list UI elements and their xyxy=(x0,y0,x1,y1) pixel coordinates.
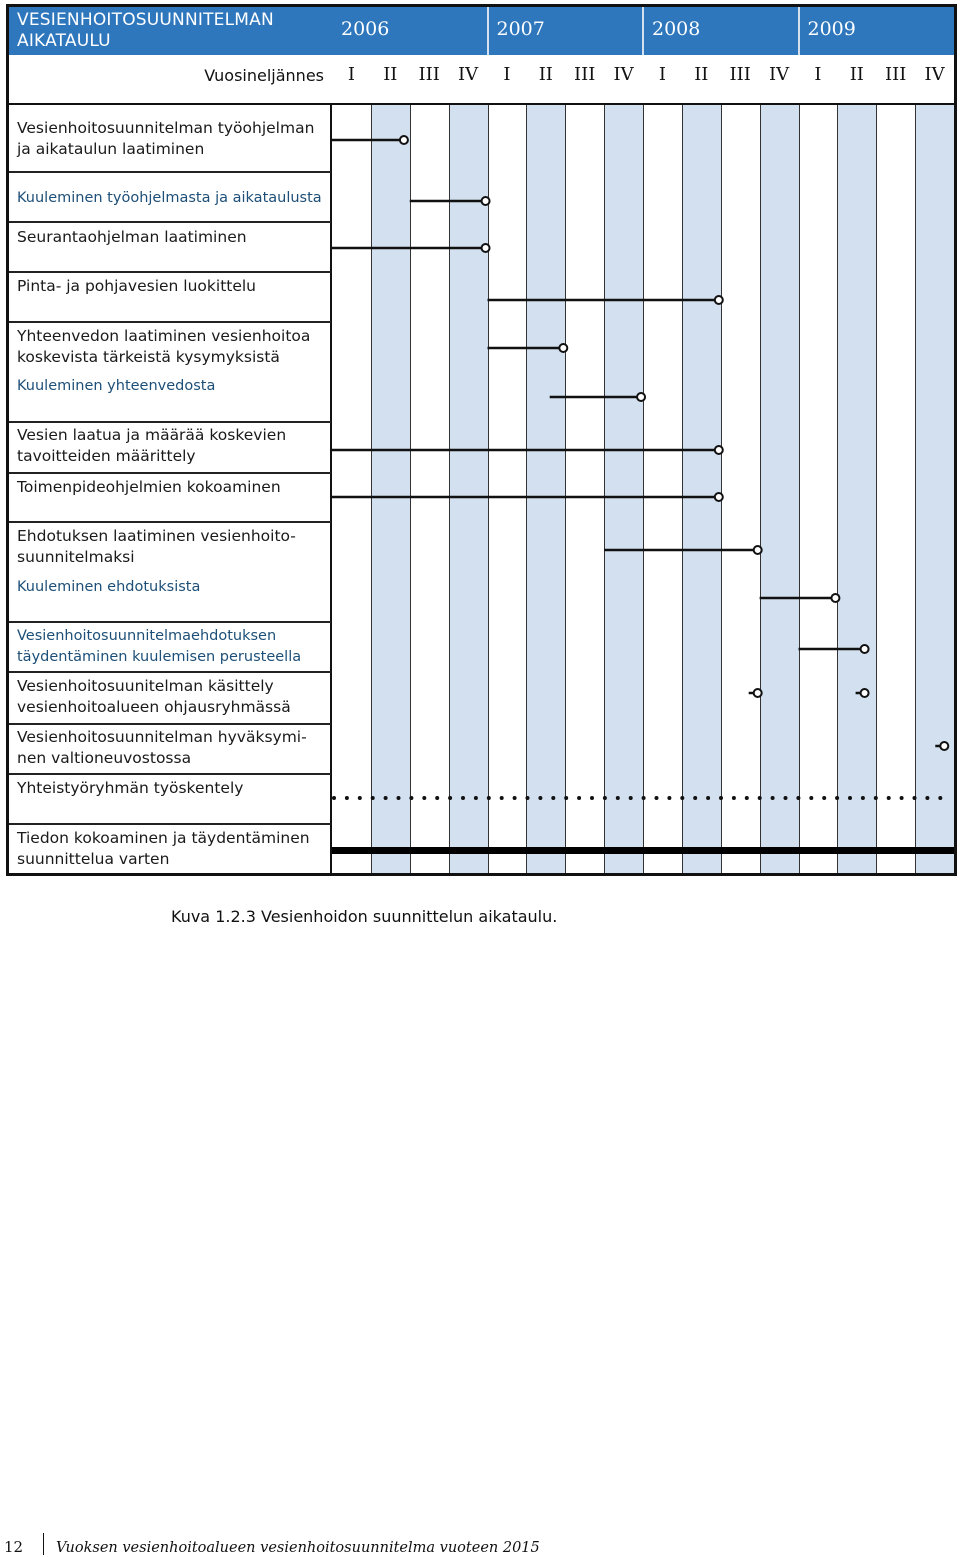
task-label: Kuuleminen työohjelmasta ja aikataulusta xyxy=(17,190,322,206)
milestone-marker xyxy=(940,742,948,750)
dotted-bar-dot xyxy=(642,796,646,800)
dotted-bar-dot xyxy=(693,796,697,800)
dotted-bar-dot xyxy=(448,796,452,800)
figure-caption: Kuva 1.2.3 Vesienhoidon suunnittelun aikataulu. xyxy=(171,907,558,926)
quarter-label: II xyxy=(538,64,553,85)
dotted-bar-dot xyxy=(925,796,929,800)
task-label: Tiedon kokoaminen ja täydentäminen suunnittelua varten xyxy=(17,829,310,868)
dotted-bar-dot xyxy=(848,796,852,800)
task-label: Vesienhoitosuunitelman käsittely vesienhoitoalueen ohjausryhmässä xyxy=(17,677,291,716)
dotted-bar-dot xyxy=(500,796,504,800)
dotted-bar-dot xyxy=(526,796,530,800)
task-label: Kuuleminen yhteenvedosta xyxy=(17,378,216,394)
dotted-bar-dot xyxy=(655,796,659,800)
dotted-bar-dot xyxy=(422,796,426,800)
dotted-bar-dot xyxy=(435,796,439,800)
quarter-label: I xyxy=(814,64,822,85)
dotted-bar-dot xyxy=(551,796,555,800)
dotted-bar-dot xyxy=(384,796,388,800)
dotted-bar-dot xyxy=(629,796,633,800)
quarter-label: III xyxy=(885,64,907,85)
dotted-bar-dot xyxy=(667,796,671,800)
task-end-marker xyxy=(861,645,869,653)
task-end-marker xyxy=(715,446,723,454)
dotted-bar-dot xyxy=(577,796,581,800)
dotted-bar-dot xyxy=(616,796,620,800)
task-end-marker xyxy=(559,344,567,352)
footer-divider xyxy=(43,1533,44,1555)
dotted-bar-dot xyxy=(590,796,594,800)
chart-title: VESIENHOITOSUUNNITELMAN AIKATAULU xyxy=(9,7,331,55)
dotted-bar-dot xyxy=(913,796,917,800)
quarter-label: III xyxy=(418,64,440,85)
year-label: 2008 xyxy=(652,18,701,40)
quarter-label: IV xyxy=(924,64,945,85)
year-label: 2009 xyxy=(807,18,856,40)
task-label: Ehdotuksen laatiminen vesienhoito-suunnitelmaksi xyxy=(17,527,296,566)
quarter-label: IV xyxy=(458,64,479,85)
task-label: Yhteenvedon laatiminen vesienhoitoa koskevista tärkeistä kysymyksistä xyxy=(17,327,311,366)
quarter-axis-label: Vuosineljännes xyxy=(204,66,324,85)
dotted-bar-dot xyxy=(719,796,723,800)
dotted-bar-dot xyxy=(603,796,607,800)
document-title: Vuoksen vesienhoitoalueen vesienhoitosuunnitelma vuoteen 2015 xyxy=(56,1540,540,1556)
dotted-bar-dot xyxy=(474,796,478,800)
year-label: 2007 xyxy=(496,18,545,40)
dotted-bar-dot xyxy=(900,796,904,800)
dotted-bar-dot xyxy=(861,796,865,800)
milestone-marker xyxy=(754,689,762,697)
dotted-bar-dot xyxy=(397,796,401,800)
dotted-bar-dot xyxy=(680,796,684,800)
task-label: Pinta- ja pohjavesien luokittelu xyxy=(17,277,257,295)
task-end-marker xyxy=(637,393,645,401)
dotted-bar-dot xyxy=(732,796,736,800)
task-label: Vesien laatua ja määrää koskevien tavoitteiden määrittely xyxy=(17,426,287,465)
task-end-marker xyxy=(715,493,723,501)
task-end-marker xyxy=(831,594,839,602)
year-label: 2006 xyxy=(341,18,390,40)
quarter-label: III xyxy=(574,64,596,85)
quarter-label: III xyxy=(729,64,751,85)
quarter-label: I xyxy=(658,64,666,85)
task-end-marker xyxy=(715,296,723,304)
quarter-label: I xyxy=(347,64,355,85)
quarter-label: IV xyxy=(613,64,634,85)
task-label: Toimenpideohjelmien kokoaminen xyxy=(17,478,281,496)
task-label: Seurantaohjelman laatiminen xyxy=(17,228,247,246)
task-label: Yhteistyöryhmän työskentely xyxy=(17,779,244,797)
dotted-bar-dot xyxy=(784,796,788,800)
quarter-label: II xyxy=(694,64,709,85)
quarter-label: II xyxy=(383,64,398,85)
task-label: Vesienhoitosuunnitelman työohjelman ja aikataulun laatiminen xyxy=(17,119,315,158)
task-label: Vesienhoitosuunnitelman hyväksymi-nen valtioneuvostossa xyxy=(17,728,307,767)
dotted-bar-dot xyxy=(371,796,375,800)
task-end-marker xyxy=(400,136,408,144)
dotted-bar-dot xyxy=(796,796,800,800)
dotted-bar-dot xyxy=(706,796,710,800)
dotted-bar-dot xyxy=(358,796,362,800)
dotted-bar-dot xyxy=(809,796,813,800)
dotted-bar-dot xyxy=(745,796,749,800)
task-end-marker xyxy=(754,546,762,554)
dotted-bar-dot xyxy=(513,796,517,800)
thick-bar xyxy=(332,847,954,854)
dotted-bar-dot xyxy=(887,796,891,800)
quarter-label: I xyxy=(503,64,511,85)
dotted-bar-dot xyxy=(487,796,491,800)
task-end-marker xyxy=(482,244,490,252)
task-label: Vesienhoitosuunnitelmaehdotuksen täydentäminen kuulemisen perusteella xyxy=(17,628,302,665)
dotted-bar-dot xyxy=(835,796,839,800)
dotted-bar-dot xyxy=(938,796,942,800)
dotted-bar-dot xyxy=(822,796,826,800)
task-label: Kuuleminen ehdotuksista xyxy=(17,579,201,595)
milestone-marker xyxy=(861,689,869,697)
page-number: 12 xyxy=(4,1538,24,1556)
dotted-bar-dot xyxy=(538,796,542,800)
dotted-bar-dot xyxy=(332,796,336,800)
dotted-bar-dot xyxy=(461,796,465,800)
dotted-bar-dot xyxy=(771,796,775,800)
task-end-marker xyxy=(482,197,490,205)
dotted-bar-dot xyxy=(345,796,349,800)
dotted-bar-dot xyxy=(874,796,878,800)
quarter-label: II xyxy=(849,64,864,85)
dotted-bar-dot xyxy=(564,796,568,800)
dotted-bar-dot xyxy=(409,796,413,800)
quarter-label: IV xyxy=(769,64,790,85)
dotted-bar-dot xyxy=(758,796,762,800)
